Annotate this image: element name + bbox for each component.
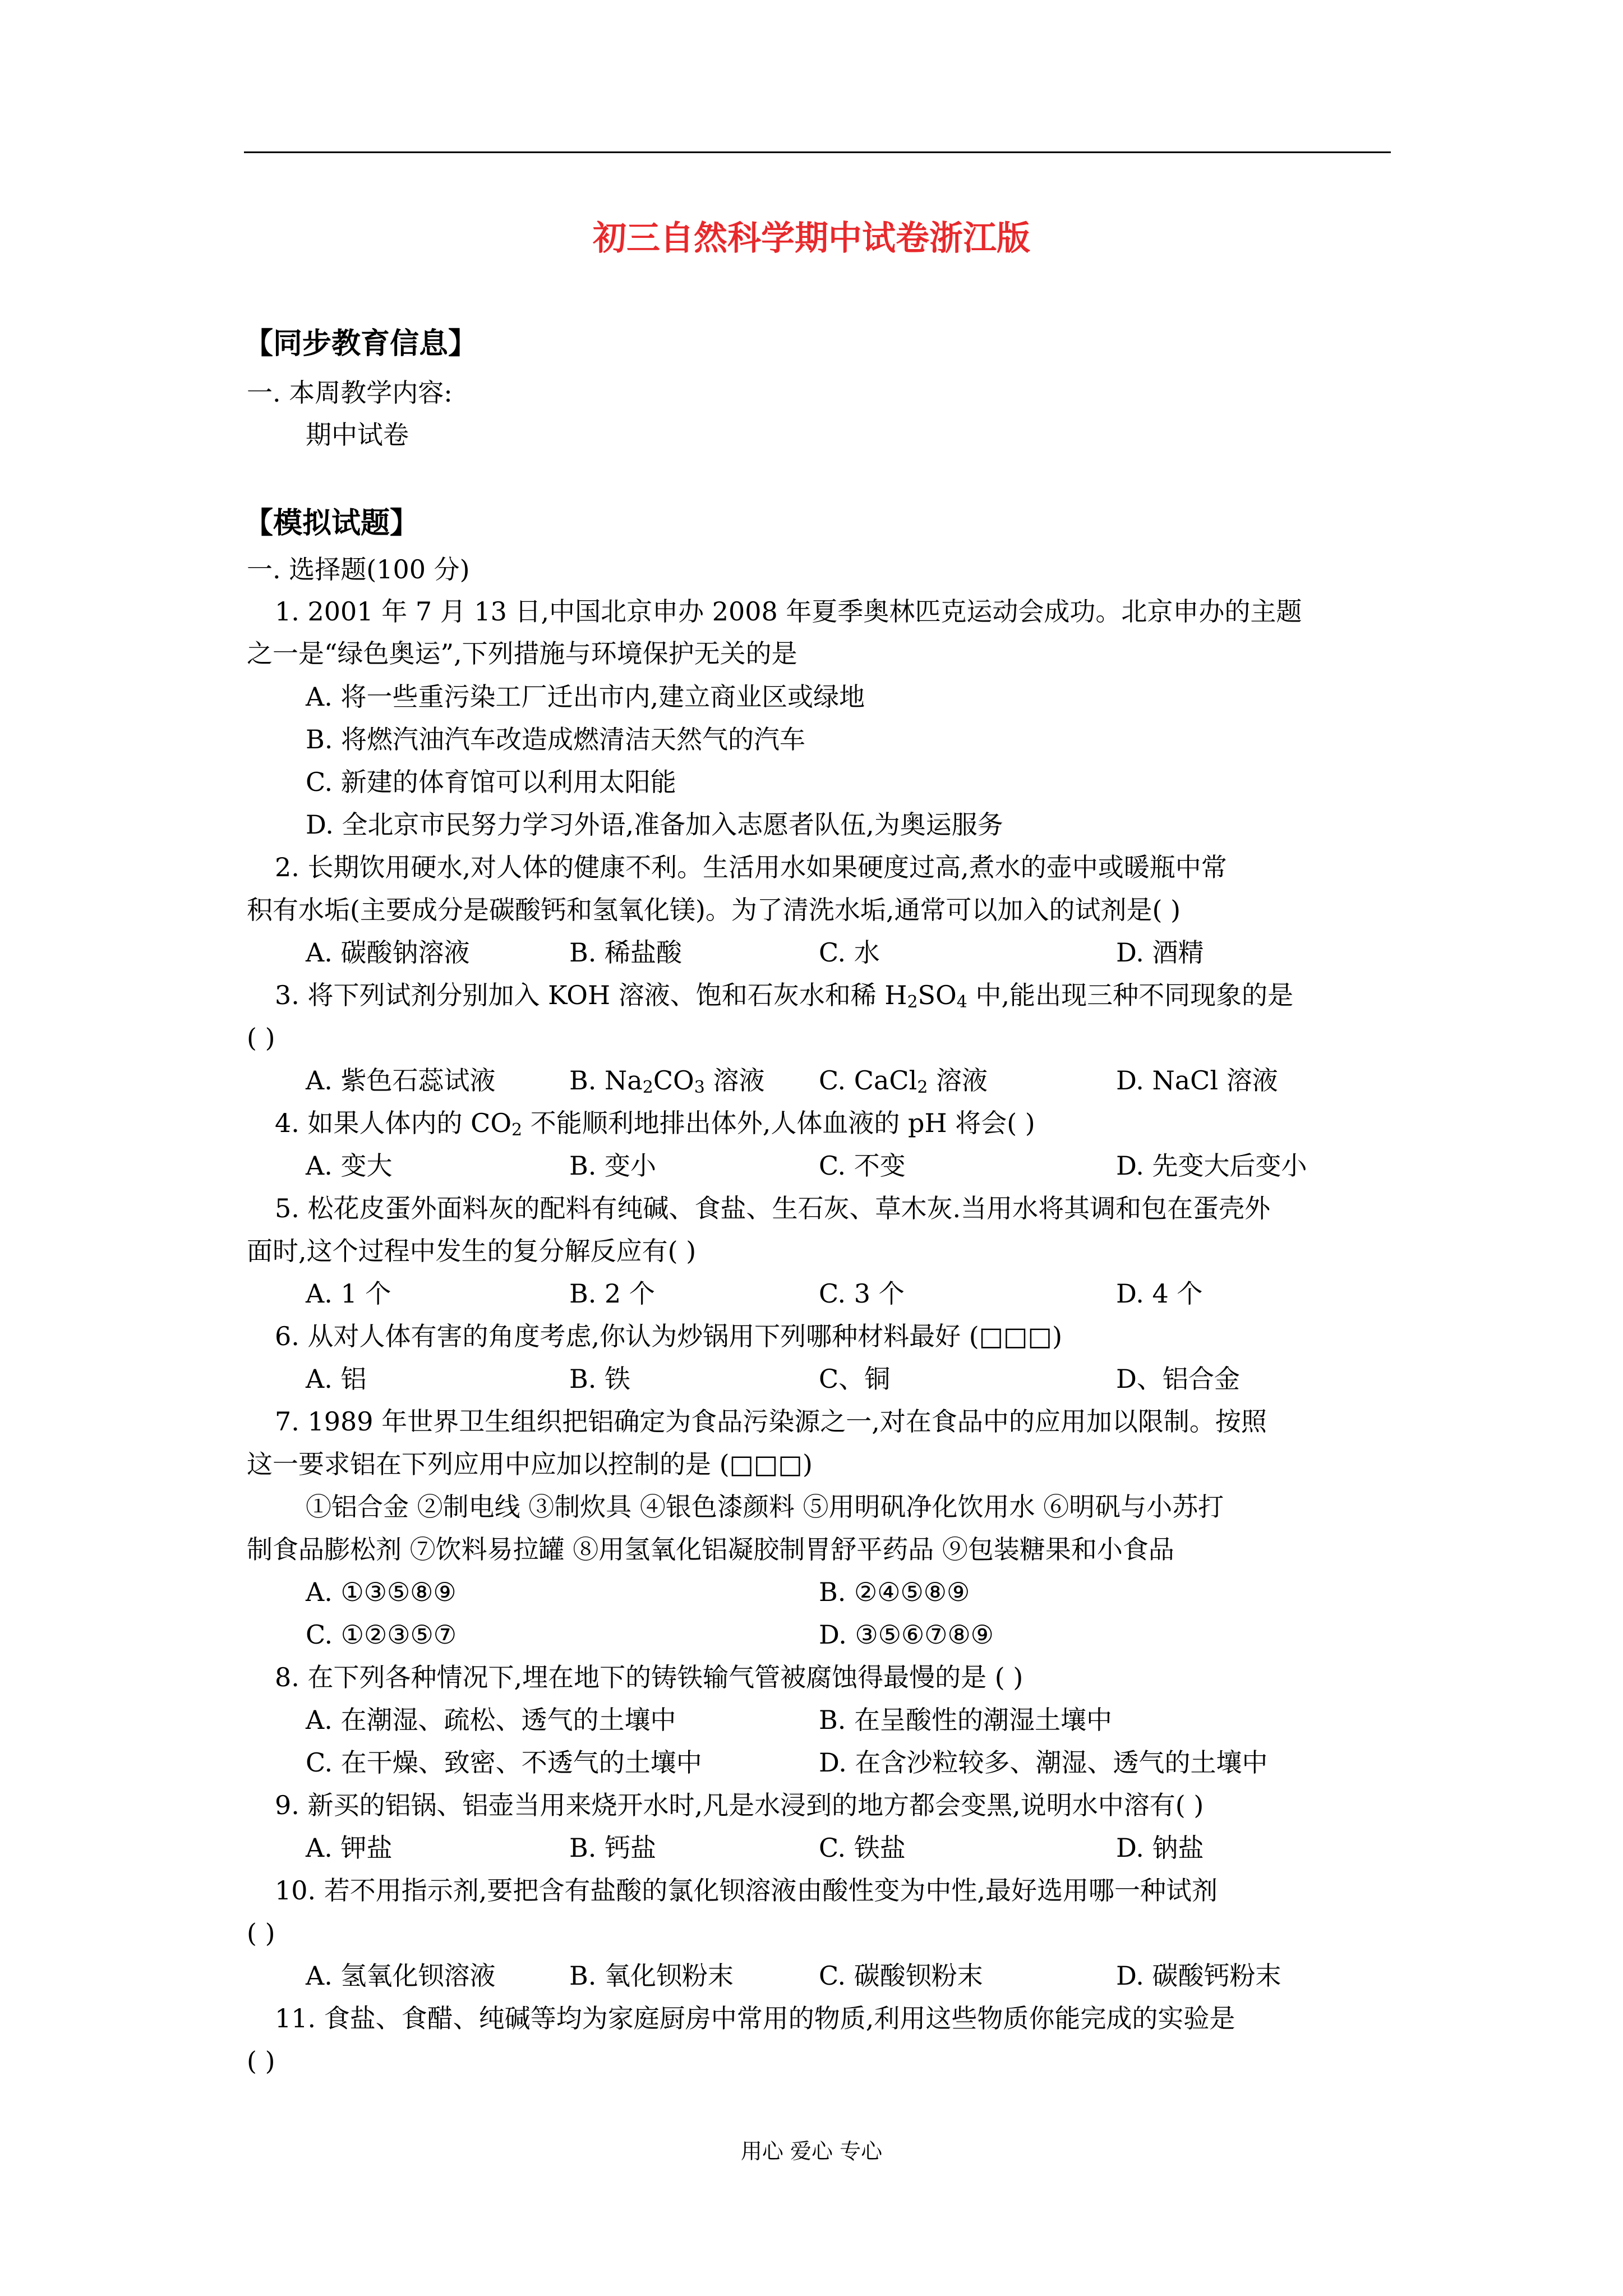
q3-b-text-3: 溶液 bbox=[704, 1065, 765, 1096]
q3-sub-1: 2 bbox=[907, 992, 918, 1012]
q1-option-a: A. 将一些重污染工厂迁出市内,建立商业区或绿地 bbox=[306, 682, 865, 712]
q9-line-1: 9. 新买的铝锅、铝壶当用来烧开水时,凡是水浸到的地方都会变黑,说明水中溶有( ) bbox=[275, 1790, 1204, 1820]
q8-option-c: C. 在干燥、致密、不透气的土壤中 bbox=[306, 1747, 702, 1778]
q10-option-a: A. 氢氧化钡溶液 bbox=[306, 1961, 496, 1991]
q6-option-b: B. 铁 bbox=[569, 1364, 631, 1394]
q3-option-a: A. 紫色石蕊试液 bbox=[306, 1065, 496, 1096]
q3-c-sub: 2 bbox=[917, 1078, 928, 1097]
q10-line-1: 10. 若不用指示剂,要把含有盐酸的氯化钡溶液由酸性变为中性,最好选用哪一种试剂 bbox=[275, 1875, 1218, 1906]
q3-text-a: 3. 将下列试剂分别加入 KOH 溶液、饱和石灰水和稀 H bbox=[275, 980, 907, 1010]
q3-b-text-1: B. Na bbox=[569, 1065, 643, 1096]
q4-text-a: 4. 如果人体内的 CO bbox=[275, 1108, 512, 1138]
q5-line-1: 5. 松花皮蛋外面料灰的配料有纯碱、食盐、生石灰、草木灰.当用水将其调和包在蛋壳外 bbox=[275, 1193, 1271, 1223]
q4-option-b: B. 变小 bbox=[569, 1151, 657, 1181]
q1-line-2: 之一是“绿色奥运”,下列措施与环境保护无关的是 bbox=[247, 638, 797, 669]
q1-line-1: 1. 2001 年 7 月 13 日,中国北京申办 2008 年夏季奥林匹克运动会成功。北京申办的主题 bbox=[275, 596, 1302, 627]
section-title: 一. 选择题(100 分) bbox=[247, 554, 470, 585]
q3-b-sub-2: 3 bbox=[694, 1078, 705, 1097]
header-rule bbox=[244, 151, 1391, 153]
q10-option-d: D. 碳酸钙粉末 bbox=[1116, 1961, 1281, 1991]
q8-option-d: D. 在含沙粒较多、潮湿、透气的土壤中 bbox=[819, 1747, 1268, 1778]
q7-line-2: 这一要求铝在下列应用中应加以控制的是 (□□□) bbox=[247, 1449, 813, 1479]
q7-option-b: B. ②④⑤⑧⑨ bbox=[819, 1577, 970, 1607]
q2-line-1: 2. 长期饮用硬水,对人体的健康不利。生活用水如果硬度过高,煮水的壶中或暖瓶中常 bbox=[275, 852, 1227, 882]
q1-option-b: B. 将燃汽油汽车改造成燃清洁天然气的汽车 bbox=[306, 724, 806, 754]
q4-text-b: 不能顺利地排出体外,人体血液的 pH 将会( ) bbox=[522, 1108, 1035, 1138]
info-line-2: 期中试卷 bbox=[306, 420, 409, 450]
q6-option-c: C、铜 bbox=[819, 1364, 891, 1394]
q7-option-a: A. ①③⑤⑧⑨ bbox=[306, 1577, 457, 1607]
q4-option-c: C. 不变 bbox=[819, 1151, 906, 1181]
q7-option-c: C. ①②③⑤⑦ bbox=[306, 1619, 457, 1650]
q5-option-b: B. 2 个 bbox=[569, 1278, 655, 1309]
q4-sub: 2 bbox=[511, 1120, 523, 1140]
q5-option-d: D. 4 个 bbox=[1116, 1278, 1203, 1309]
q3-line-2: ( ) bbox=[247, 1023, 275, 1053]
q2-option-b: B. 稀盐酸 bbox=[569, 937, 683, 968]
q8-option-b: B. 在呈酸性的潮湿土壤中 bbox=[819, 1705, 1113, 1735]
q7-line-3: ①铝合金 ②制电线 ③制炊具 ④银色漆颜料 ⑤用明矾净化饮用水 ⑥明矾与小苏打 bbox=[306, 1492, 1224, 1522]
q3-b-sub-1: 2 bbox=[642, 1078, 653, 1097]
q3-text-c: 中,能出现三种不同现象的是 bbox=[967, 980, 1294, 1010]
q1-option-c: C. 新建的体育馆可以利用太阳能 bbox=[306, 767, 676, 797]
q8-line-1: 8. 在下列各种情况下,埋在地下的铸铁输气管被腐蚀得最慢的是 ( ) bbox=[275, 1662, 1023, 1692]
q8-option-a: A. 在潮湿、疏松、透气的土壤中 bbox=[306, 1705, 676, 1735]
q5-line-2: 面时,这个过程中发生的复分解反应有( ) bbox=[247, 1236, 697, 1266]
q1-option-d: D. 全北京市民努力学习外语,准备加入志愿者队伍,为奥运服务 bbox=[306, 809, 1003, 840]
q6-line-1: 6. 从对人体有害的角度考虑,你认为炒锅用下列哪种材料最好 (□□□) bbox=[275, 1321, 1063, 1351]
q3-c-text-2: 溶液 bbox=[928, 1065, 988, 1096]
mock-heading: 【模拟试题】 bbox=[244, 507, 419, 540]
q3-option-b bbox=[569, 1064, 764, 1097]
q10-option-b: B. 氧化钡粉末 bbox=[569, 1961, 734, 1991]
q5-option-c: C. 3 个 bbox=[819, 1278, 905, 1309]
q3-c-text-1: C. CaCl bbox=[819, 1065, 917, 1096]
info-heading: 【同步教育信息】 bbox=[244, 327, 478, 361]
q9-option-c: C. 铁盐 bbox=[819, 1833, 906, 1863]
q4-option-d: D. 先变大后变小 bbox=[1116, 1151, 1307, 1181]
q3-line-1 bbox=[275, 978, 1293, 1012]
q5-option-a: A. 1 个 bbox=[306, 1278, 391, 1309]
q3-option-c bbox=[819, 1064, 988, 1097]
q7-line-1: 7. 1989 年世界卫生组织把铝确定为食品污染源之一,对在食品中的应用加以限制。按照 bbox=[275, 1406, 1267, 1437]
q2-option-c: C. 水 bbox=[819, 937, 880, 968]
q6-option-d: D、铝合金 bbox=[1116, 1364, 1240, 1394]
q9-option-b: B. 钙盐 bbox=[569, 1833, 657, 1863]
q4-line-1 bbox=[275, 1106, 1035, 1140]
q2-option-a: A. 碳酸钠溶液 bbox=[306, 937, 470, 968]
q3-option-d: D. NaCl 溶液 bbox=[1116, 1065, 1278, 1096]
q2-option-d: D. 酒精 bbox=[1116, 937, 1204, 968]
q11-line-2: ( ) bbox=[247, 2046, 275, 2076]
q7-option-d: D. ③⑤⑥⑦⑧⑨ bbox=[819, 1619, 994, 1650]
q2-line-2: 积有水垢(主要成分是碳酸钙和氢氧化镁)。为了清洗水垢,通常可以加入的试剂是( ) bbox=[247, 895, 1181, 925]
q10-line-2: ( ) bbox=[247, 1918, 275, 1948]
q9-option-d: D. 钠盐 bbox=[1116, 1833, 1204, 1863]
q11-line-1: 11. 食盐、食醋、纯碱等均为家庭厨房中常用的物质,利用这些物质你能完成的实验是 bbox=[275, 2003, 1235, 2033]
page-footer: 用心 爱心 专心 bbox=[740, 2139, 883, 2164]
q3-sub-2: 4 bbox=[956, 992, 967, 1012]
q7-line-4: 制食品膨松剂 ⑦饮料易拉罐 ⑧用氢氧化铝凝胶制胃舒平药品 ⑨包装糖果和小食品 bbox=[247, 1534, 1174, 1565]
info-line-1: 一. 本周教学内容: bbox=[247, 378, 453, 408]
q4-option-a: A. 变大 bbox=[306, 1151, 393, 1181]
q3-b-text-2: CO bbox=[653, 1065, 694, 1096]
q3-text-b: SO bbox=[917, 980, 957, 1010]
q9-option-a: A. 钾盐 bbox=[306, 1833, 393, 1863]
q10-option-c: C. 碳酸钡粉末 bbox=[819, 1961, 983, 1991]
q6-option-a: A. 铝 bbox=[306, 1364, 367, 1394]
page-title: 初三自然科学期中试卷浙江版 bbox=[593, 219, 1030, 258]
